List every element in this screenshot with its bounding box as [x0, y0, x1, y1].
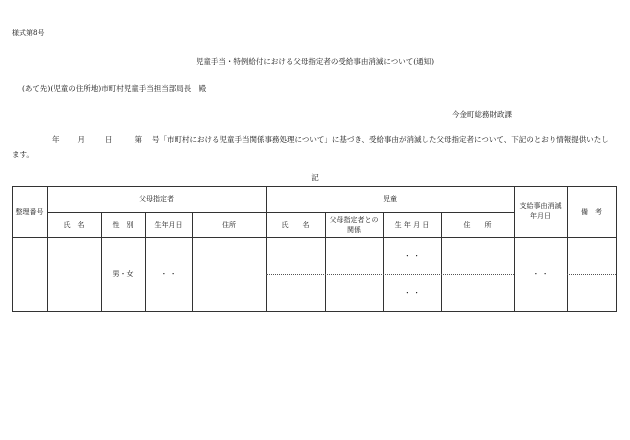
- body-month: 月: [77, 135, 85, 144]
- document-title: 児童手当・特例給付における父母指定者の受給事由消滅について(通知): [195, 57, 435, 66]
- body-number-prefix: 第: [134, 135, 142, 144]
- parent-birth-dots: ・ ・: [160, 270, 177, 278]
- col-parent-birth: 生年月日: [154, 220, 183, 229]
- col-child-address: 住 所: [463, 220, 492, 229]
- table-bottom-border: [12, 311, 617, 312]
- header-child-group: 児童: [383, 195, 397, 203]
- child2-birth-dots: ・ ・: [403, 288, 421, 297]
- child1-birth-dots: ・ ・: [403, 251, 421, 260]
- col-child-birth: 生 年 月 日: [394, 220, 430, 229]
- sender: 今金町総務財政課: [452, 110, 512, 119]
- body-text: 「市町村における児童手当関係事務処理について」に基づき、受給事由が消滅した父母指定者について、下記のとおり情報提供いたします。: [12, 135, 609, 159]
- col-child-name: 氏 名: [281, 220, 310, 229]
- col-parent-gender: 性 別: [112, 220, 134, 229]
- ki-heading: 記: [311, 173, 319, 182]
- body-day: 日: [105, 135, 113, 144]
- col-divider-child-name: [325, 212, 326, 312]
- header-remarks: 備 考: [581, 207, 602, 216]
- col-parent-name: 氏 名: [63, 220, 85, 229]
- header-parent-group: 父母指定者: [139, 195, 174, 203]
- body-paragraph: [12, 132, 616, 162]
- col-child-relation: 父母指定者との関係: [329, 215, 379, 234]
- body-number-suffix: 号: [152, 135, 160, 144]
- parent-gender-value: 男・女: [112, 270, 134, 278]
- col-parent-address: 住所: [222, 220, 236, 229]
- notification-table: [12, 186, 617, 312]
- header-seiri-bangou: 整理番号: [15, 207, 44, 216]
- form-number: 様式第8号: [12, 29, 45, 37]
- addressee: (あて先)(児童の住所地)市町村児童手当担当部局長 殿: [22, 84, 207, 93]
- header-expiry-date: 支給事由消滅年月日: [519, 202, 562, 220]
- table-right-border: [616, 186, 617, 312]
- remarks-row-divider: [567, 274, 616, 275]
- expiry-date-dots: ・ ・: [532, 270, 549, 278]
- body-year: 年: [52, 135, 60, 144]
